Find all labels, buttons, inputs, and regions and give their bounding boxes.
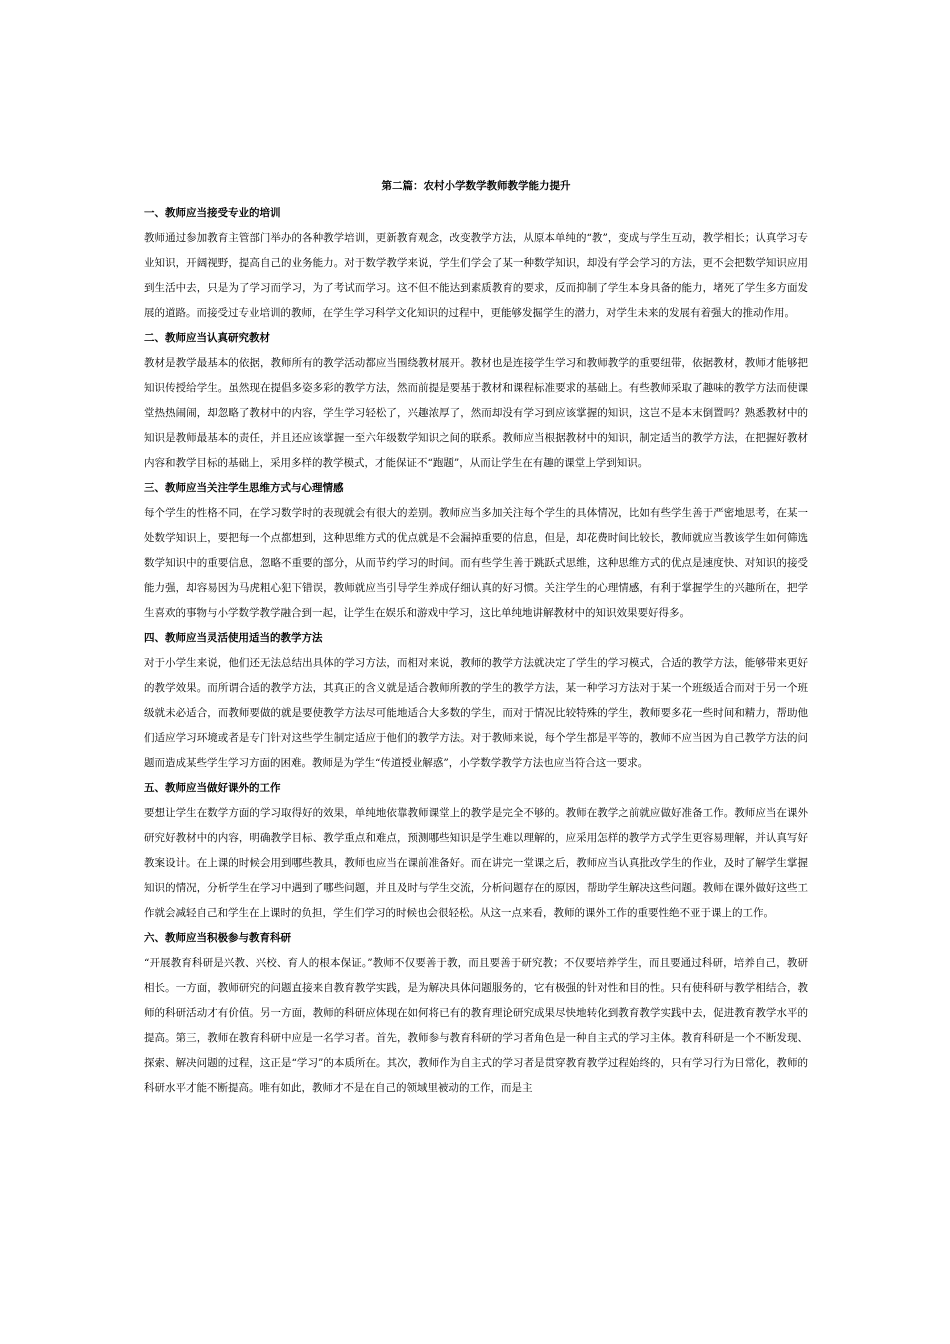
document-page [144, 175, 808, 1101]
section-5 [144, 776, 808, 926]
section-heading: 五、教师应当做好课外的工作 [144, 782, 281, 794]
section-1 [144, 201, 808, 326]
section-heading: 三、教师应当关注学生思维方式与心理情感 [144, 482, 344, 494]
section-paragraph: 教材是教学最基本的依据，教师所有的教学活动都应当围绕教材展开。教材也是连接学生学习和教师教学的重要纽带，依据教材，教师才能够把知识传授给学生。虽然现在提倡多姿多彩的教学方法，然而前提是要基于教材和课程标准要求的基础上。有些教师采取了趣味的教学方法而使课堂热热闹闹，却忽略了教材中的内容，学生学习轻松了，兴趣浓厚了，然而却没有学习到应该掌握的知识，这岂不是本末倒置吗？熟悉教材中的知识是教师最基本的责任，并且还应该掌握一至六年级数学知识之间的联系。教师应当根据教材中的知识，制定适当的教学方法，在把握好教材内容和教学目标的基础上，采用多样的教学模式，才能保证不“跑题”，从而让学生在有趣的课堂上学到知识。 [144, 357, 808, 469]
section-6 [144, 926, 808, 1101]
section-paragraph: 教师通过参加教育主管部门举办的各种教学培训，更新教育观念，改变教学方法，从原本单纯的“教”，变成与学生互动，教学相长；认真学习专业知识，开阔视野，提高自己的业务能力。对于数学教学来说，学生们学会了某一种数学知识，却没有学会学习的方法，更不会把数学知识应用到生活中去，只是为了学习而学习，为了考试而学习。这不但不能达到素质教育的要求，反而抑制了学生本身具备的能力，堵死了学生多方面发展的道路。而接受过专业培训的教师，在学生学习科学文化知识的过程中，更能够发掘学生的潜力，对学生未来的发展有着强大的推动作用。 [144, 232, 808, 319]
section-2 [144, 326, 808, 476]
section-heading: 六、教师应当积极参与教育科研 [144, 932, 291, 944]
section-paragraph: “开展教育科研是兴教、兴校、育人的根本保证。”教师不仅要善于教，而且要善于研究教；不仅要培养学生，而且要通过科研，培养自己，教研相长。一方面，教师研究的问题直接来自教育教学实践，是为解决具体问题服务的，它有极强的针对性和目的性。只有使科研与教学相结合，教师的科研活动才有价值。另一方面，教师的科研应体现在如何将已有的教育理论研究成果尽快地转化到教育教学实践中去，促进教育教学水平的提高。第三，教师在教育科研中应是一名学习者。首先，教师参与教育科研的学习者角色是一种自主式的学习主体。教育科研是一个不断发现、探索、解决问题的过程，这正是“学习”的本质所在。其次，教师作为自主式的学习者是贯穿教育教学过程始终的，只有学习行为日常化，教师的科研水平才能不断提高。唯有如此，教师才不是在自己的领域里被动的工作，而是主 [144, 957, 808, 1094]
section-heading: 一、教师应当接受专业的培训 [144, 207, 281, 219]
section-heading: 四、教师应当灵活使用适当的教学方法 [144, 632, 323, 644]
section-paragraph: 对于小学生来说，他们还无法总结出具体的学习方法，而相对来说，教师的教学方法就决定了学生的学习模式，合适的教学方法，能够带来更好的教学效果。而所谓合适的教学方法，其真正的含义就是适合教师所教的学生的教学方法，某一种学习方法对于某一个班级适合而对于另一个班级就未必适合，而教师要做的就是要使教学方法尽可能地适合大多数的学生，而对于情况比较特殊的学生，教师要多花一些时间和精力，帮助他们适应学习环境或者是专门针对这些学生制定适应于他们的教学方法。对于教师来说，每个学生都是平等的，教师不应当因为自己教学方法的问题而造成某些学生学习方面的困难。教师是为学生“传道授业解惑”，小学数学教学方法也应当符合这一要求。 [144, 657, 808, 769]
section-paragraph: 要想让学生在数学方面的学习取得好的效果，单纯地依靠教师课堂上的教学是完全不够的。教师在教学之前就应做好准备工作。教师应当在课外研究好教材中的内容，明确教学目标、教学重点和难点，预测哪些知识是学生难以理解的，应采用怎样的教学方式学生更容易理解，并认真写好教案设计。在上课的时候会用到哪些教具，教师也应当在课前准备好。而在讲完一堂课之后，教师应当认真批改学生的作业，及时了解学生掌握知识的情况，分析学生在学习中遇到了哪些问题，并且及时与学生交流，分析问题存在的原因，帮助学生解决这些问题。教师在课外做好这些工作就会减轻自己和学生在上课时的负担，学生们学习的时候也会很轻松。从这一点来看，教师的课外工作的重要性绝不亚于课上的工作。 [144, 807, 808, 919]
section-heading: 二、教师应当认真研究教材 [144, 332, 270, 344]
document-title: 第二篇：农村小学数学教师教学能力提升 [381, 180, 571, 192]
section-4 [144, 626, 808, 776]
section-3 [144, 476, 808, 626]
section-paragraph: 每个学生的性格不同，在学习数学时的表现就会有很大的差别。教师应当多加关注每个学生的具体情况，比如有些学生善于严密地思考，在某一处数学知识上，要把每一个点都想到，这种思维方式的优点就是不会漏掉重要的信息，但是，却花费时间比较长，教师就应当教该学生如何筛选数学知识中的重要信息，忽略不重要的部分，从而节约学习的时间。而有些学生善于跳跃式思维，这种思维方式的优点是速度快、对知识的接受能力强，却容易因为马虎粗心犯下错误，教师就应当引导学生养成仔细认真的好习惯。关注学生的心理情感，有利于掌握学生的兴趣所在，把学生喜欢的事物与小学数学教学融合到一起，让学生在娱乐和游戏中学习，这比单纯地讲解教材中的知识效果要好得多。 [144, 507, 808, 619]
